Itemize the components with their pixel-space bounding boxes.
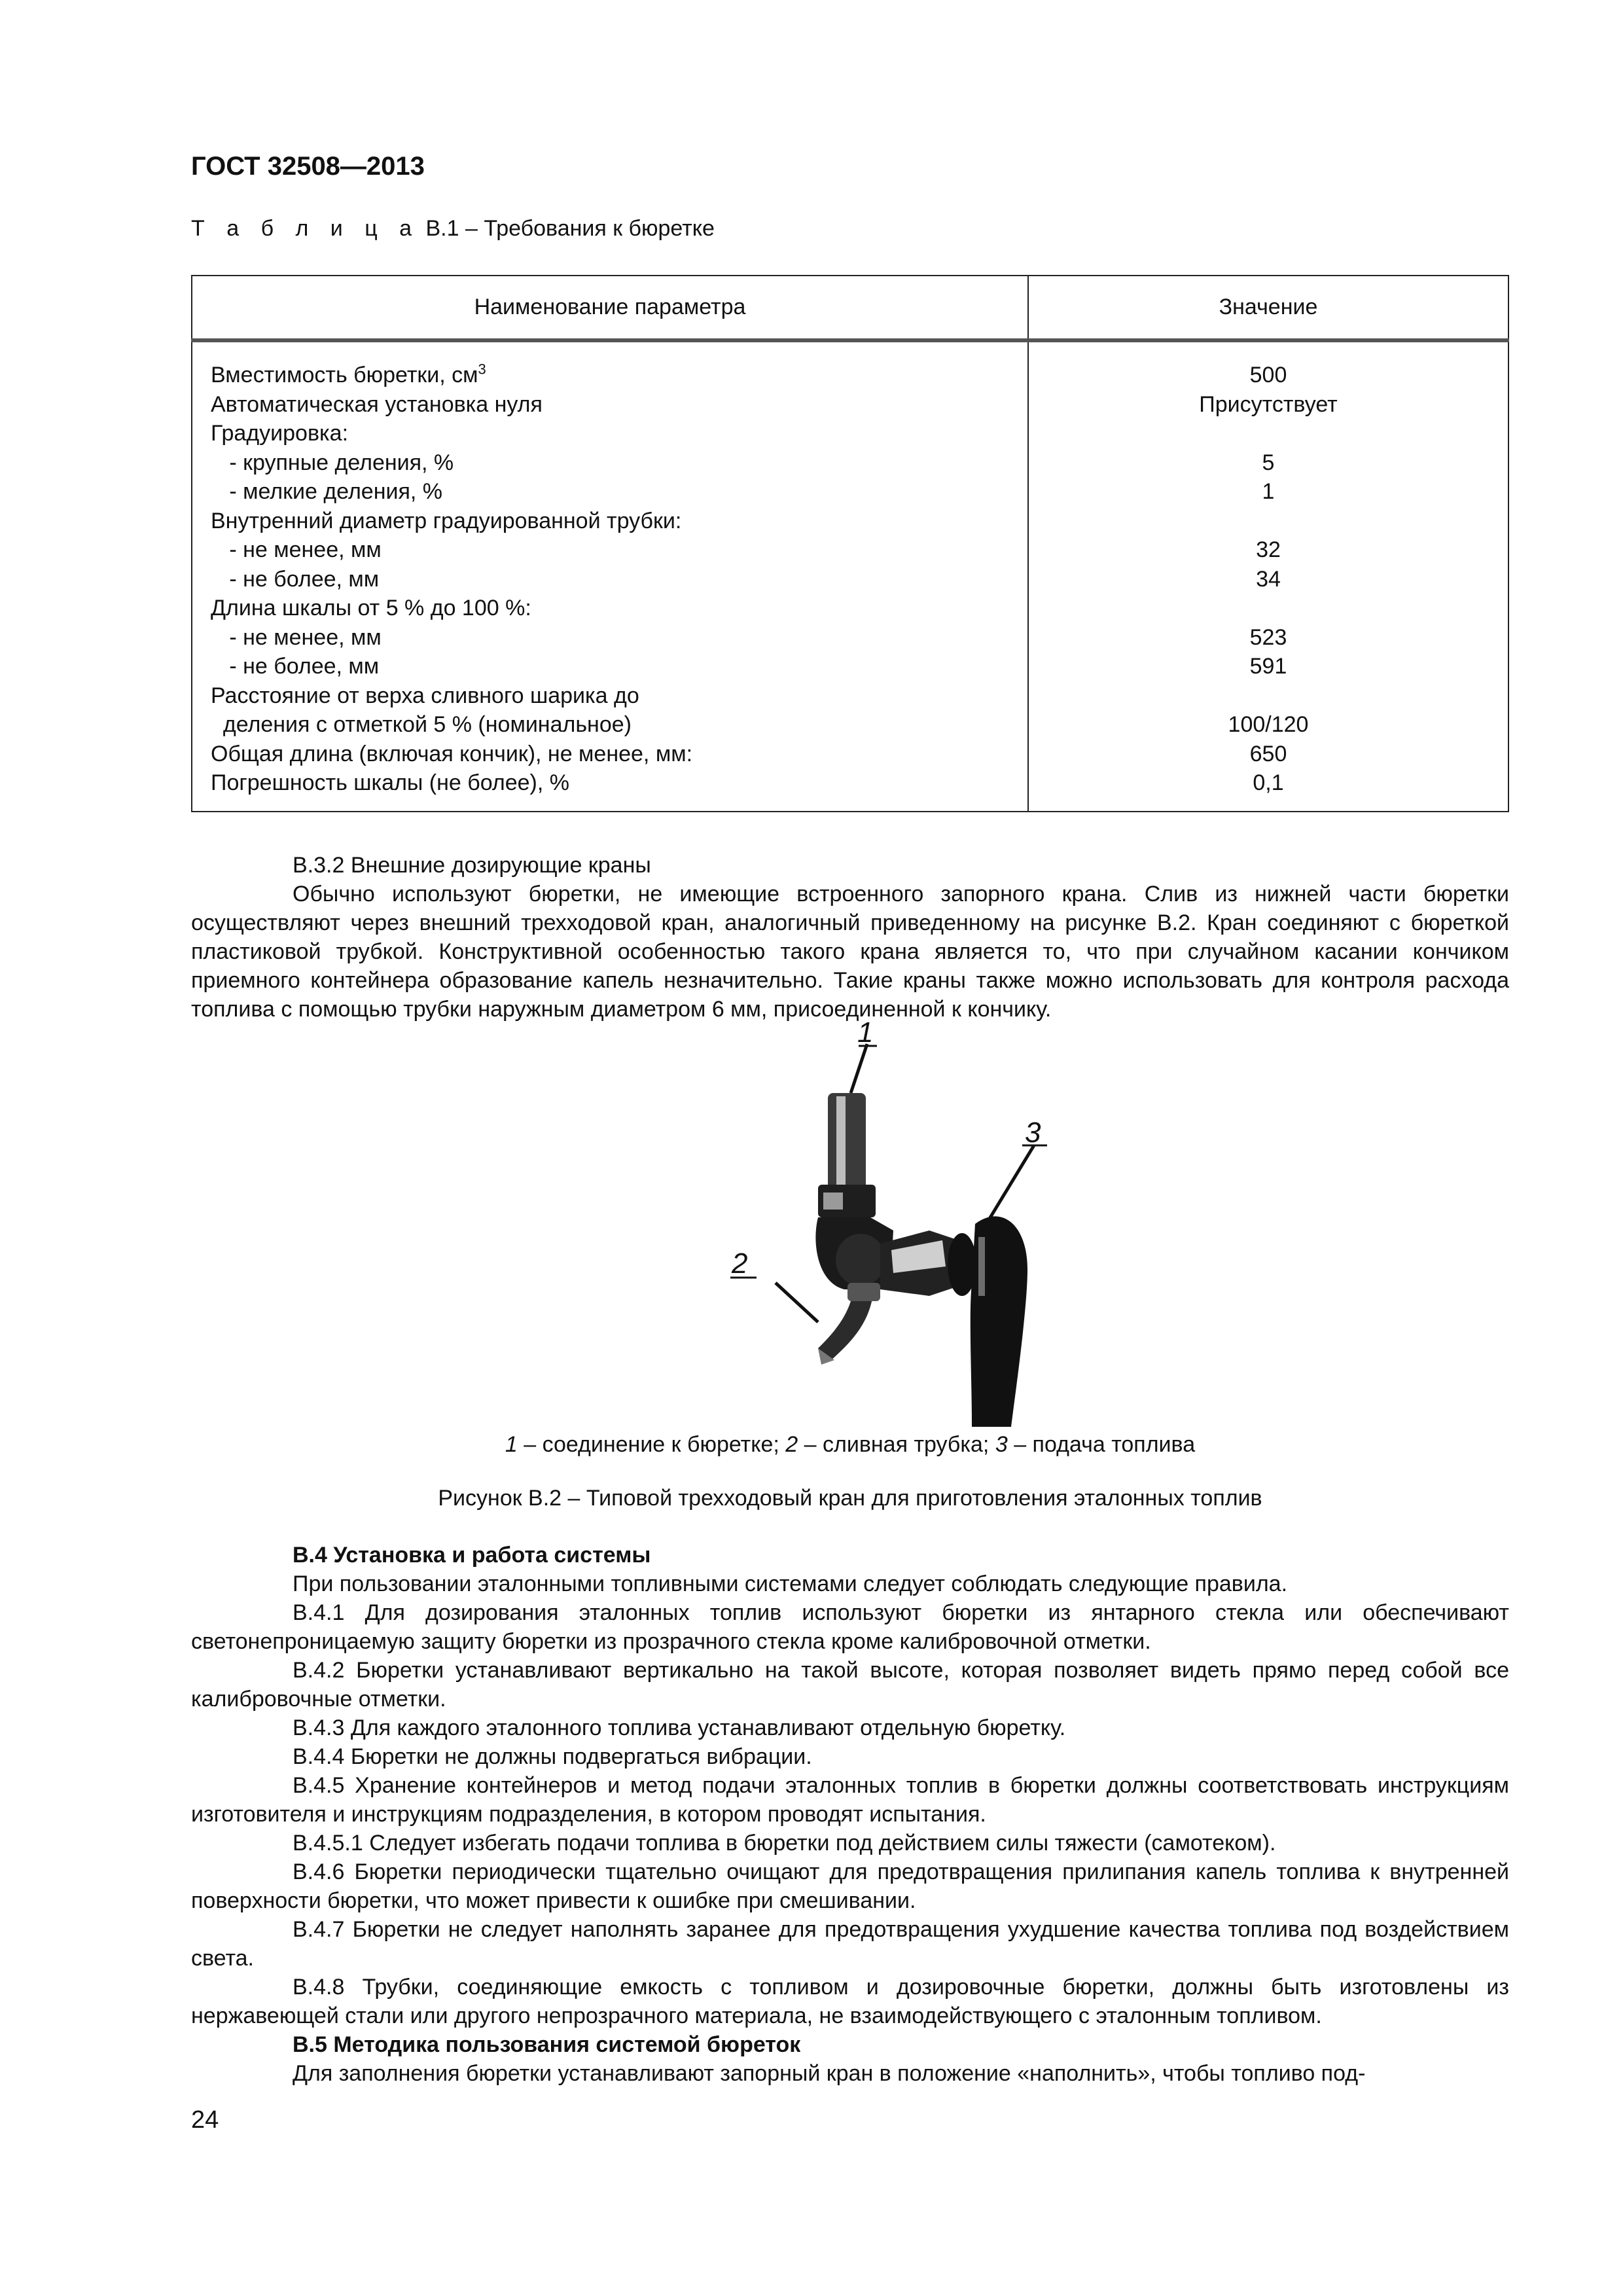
three-way-tap-figure [720,1008,1086,1427]
b4-2-para: В.4.2 Бюретки устанавливают вертикально на такой высоте, которая позволяет видеть прямо перед собой все калибровочные отметки. [191,1658,1509,1712]
figure-label-2: 2 [732,1247,748,1280]
section-b32-text: Обычно используют бюретки, не имеющие встроенного запорного крана. Слив из нижней части бюретки осуществляют через внешний трехходовой кран, аналогичный приведенному на рисунке В.2. Кран соединяют с бюреткой пластиковой трубкой. Конструктивной особенностью такого крана является то, что при случайном касании кончиком приемного контейнера образование капель незначительно. Такие краны также можно использовать для контроля расхода топлива с помощью трубки наружным диаметром 6 мм, присоединенной к кончику. [191,882,1509,1022]
b4-7-para: В.4.7 Бюретки не следует наполнять заранее для предотвращения ухудшение качества топлива под воздействием света. [191,1917,1509,1971]
table-cell-value: 5 [1262,450,1275,475]
page-number: 24 [191,2106,219,2134]
table-cell-parameter: Погрешность шкалы (не более), % [211,770,569,795]
legend-num-1: 1 [505,1432,518,1457]
table-cell-value: 591 [1249,654,1287,679]
standard-header: ГОСТ 32508—2013 [191,152,425,181]
b4-4-para: В.4.4 Бюретки не должны подвергаться вибрации. [293,1744,812,1769]
table-cell-value [1029,681,1508,711]
table-cell-value [1029,507,1508,536]
figure-label-3: 3 [1025,1117,1041,1149]
table-cell-value: 100/120 [1228,712,1309,737]
section-b32 [191,851,1509,1024]
legend-num-3: 3 [995,1432,1008,1457]
legend-text-1: – соединение к бюретке; [517,1432,786,1457]
table-caption-title: В.1 – Требования к бюретке [425,216,715,241]
legend-text-2: – сливная трубка; [798,1432,995,1457]
table-cell-value: 523 [1249,624,1287,650]
table-cell-parameter: деления с отметкой 5 % (номинальное) [211,712,632,737]
table-cell-parameter: Длина шкалы от 5 % до 100 %: [211,596,531,620]
section-b4 [191,1541,1509,2088]
b4-5-1-para: В.4.5.1 Следует избегать подачи топлива в бюретки под действием силы тяжести (самотеком). [293,1831,1276,1856]
b4-5-para: В.4.5 Хранение контейнеров и метод подачи эталонных топлив в бюретки должны соответствовать инструкциям изготовителя и инструкциям подразделения, в котором проводят испытания. [191,1773,1509,1827]
legend-text-3: – подача топлива [1007,1432,1196,1457]
fuel-supply-flange [971,1216,1027,1427]
table-cell-parameter: Градуировка: [211,421,349,446]
table-cell-parameter: - мелкие деления, % [211,479,442,504]
table-cell-parameter: Вместимость бюретки, $см^3$ [211,361,486,387]
table-cell-parameter: - не более, мм [211,566,380,592]
requirements-table [191,275,1509,812]
section-b5-title: В.5 Методика пользования системой бюреток [293,2032,801,2057]
b4-1-para: В.4.1 Для дозирования эталонных топлив используют бюретки из янтарного стекла или обеспечивают светонепроницаемую защиту бюретки из прозрачного стекла кроме калибровочной отметки. [191,1600,1509,1654]
b4-para: При пользовании эталонными топливными системами следует соблюдать следующие правила. [293,1571,1288,1596]
table-cell-parameter: Автоматическая установка нуля [211,391,543,417]
figure-legend [191,1432,1509,1458]
table-cell-value: 650 [1249,741,1287,766]
b4-3-para: В.4.3 Для каждого эталонного топлива устанавливают отдельную бюретку. [293,1715,1066,1740]
drain-tube [818,1283,880,1365]
b4-6-para: В.4.6 Бюретки периодически тщательно очищают для предотвращения прилипания капель топлива к внутренней поверхности бюретки, что может привести к ошибке при смешивании. [191,1859,1509,1913]
table-cell-parameter: - не более, мм [211,654,380,679]
table-cell-parameter: - не менее, мм [211,537,382,562]
leader-line-1 [851,1044,867,1093]
table-cell-value: 500 [1249,363,1287,387]
column-header-parameter: Наименование параметра [192,276,1028,340]
section-b4-title: В.4 Установка и работа системы [293,1543,651,1568]
section-b32-title: В.3.2 Внешние дозирующие краны [293,853,651,878]
table-cell-parameter: Внутренний диаметр градуированной трубки: [211,508,682,533]
section-b5-text: Для заполнения бюретки устанавливают запорный кран в положение «наполнить», чтобы топливо под- [293,2061,1366,2086]
table-cell-value: 34 [1256,566,1281,592]
legend-num-2: 2 [785,1432,798,1457]
table-caption-prefix: Т а б л и ц а [191,216,420,241]
table-cell-parameter: - не менее, мм [211,624,382,650]
b4-8-para: В.4.8 Трубки, соединяющие емкость с топливом и дозировочные бюретки, должны быть изготовлены из нержавеющей стали или другого непрозрачного материала, не взаимодействующего с эталонным топливом. [191,1975,1509,2028]
table-cell-value: 0,1 [1253,770,1284,795]
table-cell-parameter: Общая длина (включая кончик), не менее, мм: [211,741,693,766]
table-cell-parameter: Расстояние от верха сливного шарика до [211,683,639,708]
figure-caption: Рисунок В.2 – Типовой трехходовый кран для приготовления эталонных топлив [438,1486,1262,1511]
table-cell-value [1029,594,1508,623]
superscript: 3 [478,361,486,378]
table-cell-value: 32 [1256,537,1281,562]
table-caption [191,216,715,242]
tap-body [815,1217,976,1296]
column-header-value: Значение [1028,276,1508,340]
table-cell-value: Присутствует [1199,391,1338,417]
figure-label-1: 1 [857,1016,874,1049]
value-column [1028,340,1508,812]
table-cell-parameter: - крупные деления, % [211,450,454,475]
parameter-column [192,340,1028,812]
table-cell-value: 1 [1262,479,1275,504]
burette-connector [818,1093,876,1217]
table-cell-value [1029,419,1508,448]
leader-line-2 [776,1283,818,1322]
